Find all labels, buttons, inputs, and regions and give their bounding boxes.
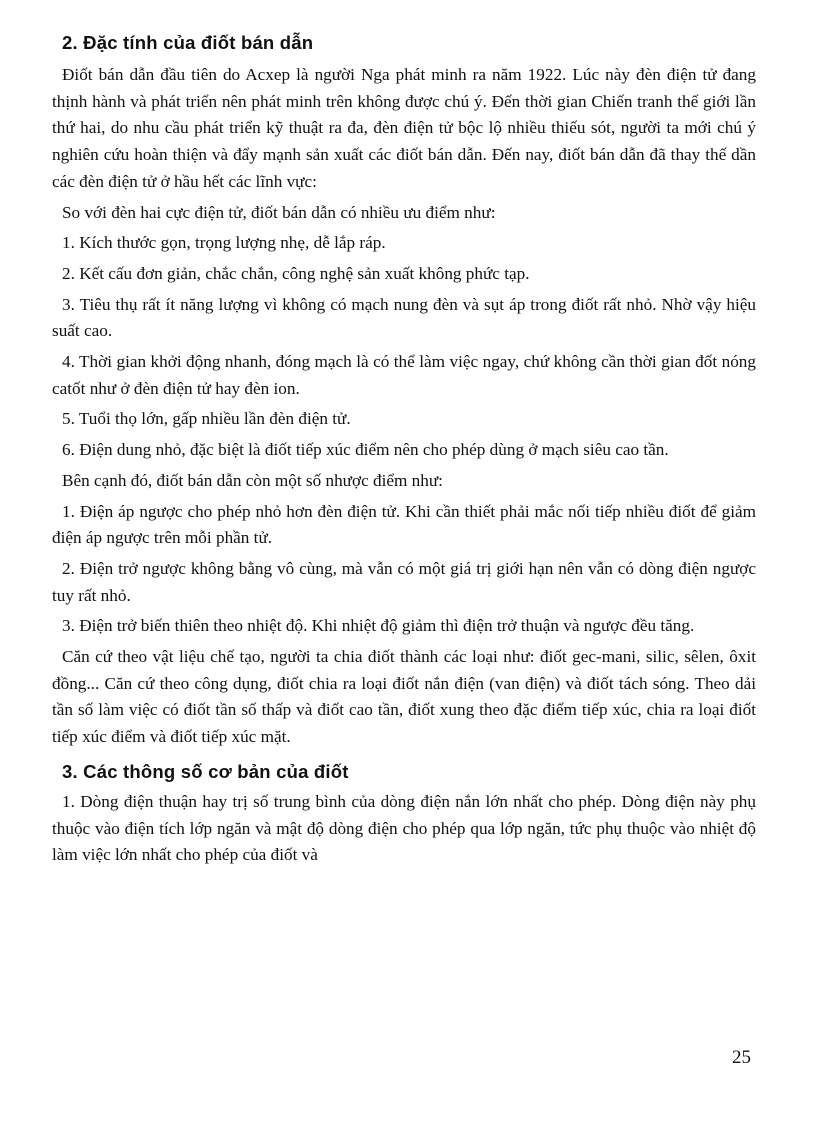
list-item: 6. Điện dung nhỏ, đặc biệt là điốt tiếp xúc điểm nên cho phép dùng ở mạch siêu cao tần. (62, 440, 669, 460)
list-item: 2. Kết cấu đơn giản, chắc chắn, công nghệ sản xuất không phức tạp. (62, 263, 530, 283)
list-item: 2. Điện trở ngược không bằng vô cùng, mà vẫn có một giá trị giới hạn nên vẫn có dòng điện ngược tuy rất nhỏ. (52, 558, 756, 605)
section-3-heading: 3. Các thông số cơ bản của điốt (62, 760, 349, 782)
page-content (52, 28, 756, 869)
paragraph: Điốt bán dẫn đầu tiên do Acxep là người Nga phát minh ra năm 1922. Lúc này đèn điện tử đang thịnh hành và phát triển nên phát minh trên không được chú ý. Đến thời gian Chiến tranh thế giới lần thứ hai, do nhu cầu phát triển kỹ thuật ra đa, đèn điện tử bộc lộ nhiều thiếu sót, người ta mới chú ý nghiên cứu hoàn thiện và đẩy mạnh sản xuất các điốt bán dẫn. Đến nay, điốt bán dẫn đã thay thế dần các đèn điện tử ở hầu hết các lĩnh vực: (52, 65, 756, 191)
page-number: 25 (732, 1047, 751, 1068)
list-item: 5. Tuổi thọ lớn, gấp nhiều lần đèn điện tử. (62, 409, 351, 429)
list-item: 1. Điện áp ngược cho phép nhỏ hơn đèn điện tử. Khi cần thiết phải mắc nối tiếp nhiều điốt để giảm điện áp ngược trên mỗi phần tử. (52, 501, 756, 548)
list-item: 4. Thời gian khởi động nhanh, đóng mạch là có thể làm việc ngay, chứ không cần thời gian đốt nóng catốt như ở đèn điện tử hay đèn ion. (52, 352, 756, 398)
paragraph: Căn cứ theo vật liệu chế tạo, người ta chia điốt thành các loại như: điốt gec-mani, silic, sêlen, ôxit đồng... Căn cứ theo công dụng, điốt chia ra loại điốt nắn điện (van điện) và điốt tách sóng. Theo dải tần số làm việc có điốt tần số thấp và điốt cao tần, điốt xung theo đặc điểm tiếp xúc, chia ra loại điốt tiếp xúc điểm và điốt tiếp xúc mặt. (52, 647, 756, 747)
section-2-heading: 2. Đặc tính của điốt bán dẫn (62, 32, 314, 53)
paragraph: 1. Dòng điện thuận hay trị số trung bình của dòng điện nắn lớn nhất cho phép. Dòng điện này phụ thuộc vào điện tích lớp ngăn và mật độ dòng điện cho phép qua lớp ngăn, tức phụ thuộc vào nhiệt độ làm việc lớn nhất cho phép của điốt và (52, 791, 756, 865)
list-item: 1. Kích thước gọn, trọng lượng nhẹ, dễ lắp ráp. (62, 233, 386, 253)
list-item: 3. Điện trở biến thiên theo nhiệt độ. Khi nhiệt độ giảm thì điện trở thuận và ngược đều tăng. (62, 616, 695, 636)
paragraph: Bên cạnh đó, điốt bán dẫn còn một số nhược điểm như: (62, 470, 443, 490)
paragraph: So với đèn hai cực điện tử, điốt bán dẫn có nhiều ưu điểm như: (62, 202, 496, 222)
list-item: 3. Tiêu thụ rất ít năng lượng vì không có mạch nung đèn và sụt áp trong điốt rất nhỏ. Nhờ vậy hiệu suất cao. (52, 294, 756, 341)
